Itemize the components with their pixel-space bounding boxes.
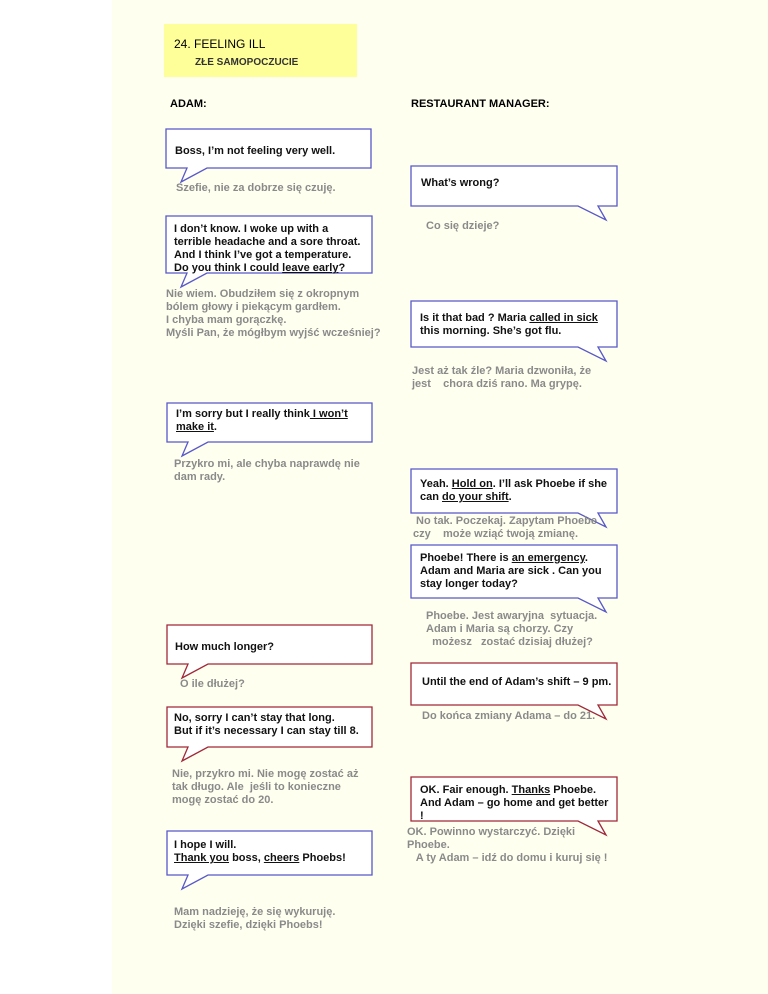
- dialogue-text: [421, 177, 499, 190]
- dialogue-text: [422, 676, 611, 689]
- translation-text: Jest aż tak źle? Maria dzwoniła, że jest chora dziś rano. Ma grypę.: [412, 365, 592, 390]
- dialogue-bubble-adam-3: [166, 402, 373, 442]
- underlined-phrase: I won’t make it: [176, 408, 348, 433]
- dialogue-text: [174, 223, 360, 275]
- dialogue-bubble-manager-6: [410, 776, 618, 821]
- dialogue-text: [420, 478, 607, 504]
- speech-bubble-outline: [410, 165, 618, 226]
- translation-text: Mam nadzieję, że się wykuruję. Dzięki szefie, dzięki Phoebs!: [174, 906, 336, 931]
- translation-text: O ile dłużej?: [180, 678, 245, 690]
- text-segment: Yeah.: [420, 478, 452, 490]
- underlined-phrase: cheers: [263, 852, 300, 864]
- translation-text: Phoebe. Jest awaryjna sytuacja. Adam i Maria są chorzy. Czy możesz zostać dzisiaj dłużej?: [426, 610, 598, 648]
- text-segment: No, sorry I can’t stay that long. But if it’s necessary I can stay till 8.: [174, 712, 359, 737]
- text-segment: this morning. She’s got flu.: [420, 325, 562, 337]
- text-segment: .: [213, 421, 217, 433]
- translation-text: Szefie, nie za dobrze się czuję.: [176, 182, 336, 194]
- translation-text: Co się dzieje?: [426, 220, 500, 232]
- text-segment: boss,: [229, 852, 264, 864]
- dialogue-bubble-manager-2: [410, 300, 618, 347]
- text-segment: Is it that bad ? Maria: [420, 312, 530, 324]
- dialogue-text: [174, 839, 346, 865]
- text-segment: ?: [338, 262, 346, 274]
- speaker-header-adam: ADAM:: [170, 98, 207, 110]
- text-segment: I’m sorry but I really think: [176, 408, 310, 420]
- speech-bubble-outline: [166, 624, 373, 684]
- dialogue-bubble-adam-4: [166, 624, 373, 664]
- underlined-phrase: Thanks: [511, 784, 551, 796]
- lesson-title: 24. FEELING ILL: [174, 37, 266, 51]
- translation-text: Nie, przykro mi. Nie mogę zostać aż tak długo. Ale jeśli to konieczne mogę zostać do 20.: [172, 768, 359, 806]
- dialogue-bubble-manager-3: [410, 468, 618, 513]
- text-segment: I don’t know. I woke up with a terrible headache and a sore throat. And I think I’ve got a temperature. Do you think I could: [174, 223, 361, 274]
- translation-text: No tak. Poczekaj. Zapytam Phoebe czy może wziąć twoją zmianę.: [413, 515, 598, 540]
- dialogue-text: [176, 408, 348, 434]
- dialogue-bubble-adam-2: [165, 215, 373, 273]
- underlined-phrase: do your shift: [442, 491, 509, 503]
- text-segment: What’s wrong?: [421, 177, 500, 189]
- text-segment: Boss, I’m not feeling very well.: [175, 145, 336, 157]
- text-segment: Phoebe! There is: [420, 552, 512, 564]
- lesson-title-box: [164, 24, 357, 77]
- text-segment: Phoebe. And Adam – go home and get better !: [420, 784, 609, 822]
- text-segment: . Adam and Maria are sick . Can you stay longer today?: [420, 552, 602, 590]
- dialogue-bubble-manager-5: [410, 662, 618, 705]
- translation-text: Nie wiem. Obudziłem się z okropnym bólem głowy i piekącym gardłem. I chyba mam gorączkę. Myśli Pan, że mógłbym wyjść wcześniej?: [166, 288, 381, 339]
- text-segment: Until the end of Adam’s shift – 9 pm.: [422, 676, 612, 688]
- dialogue-text: [420, 312, 598, 338]
- dialogue-bubble-manager-1: [410, 165, 618, 206]
- text-segment: Phoebs!: [299, 852, 346, 864]
- underlined-phrase: Thank you: [174, 852, 230, 864]
- speech-bubble-shape: [411, 166, 617, 220]
- dialogue-bubble-manager-4: [410, 544, 618, 598]
- text-segment: I hope I will.: [174, 839, 237, 851]
- dialogue-text: [175, 145, 335, 158]
- speaker-header-manager: RESTAURANT MANAGER:: [411, 98, 550, 110]
- underlined-phrase: called in sick: [529, 312, 598, 324]
- text-segment: How much longer?: [175, 641, 274, 653]
- translation-text: Do końca zmiany Adama – do 21.: [422, 710, 596, 722]
- dialogue-text: [174, 712, 359, 738]
- dialogue-bubble-adam-5: [166, 706, 373, 747]
- text-segment: .: [508, 491, 512, 503]
- underlined-phrase: an emergency: [511, 552, 585, 564]
- lesson-subtitle: ZŁE SAMOPOCZUCIE: [195, 57, 299, 68]
- underlined-phrase: Hold on: [451, 478, 493, 490]
- dialogue-bubble-adam-6: [166, 830, 373, 875]
- text-segment: . I’ll ask Phoebe if she can: [420, 478, 608, 503]
- dialogue-text: [175, 641, 274, 654]
- dialogue-bubble-adam-1: [165, 128, 372, 168]
- underlined-phrase: leave early: [282, 262, 339, 274]
- translation-text: OK. Powinno wystarczyć. Dzięki Phoebe. A ty Adam – idź do domu i kuruj się !: [407, 826, 608, 864]
- speech-bubble-outline: [165, 128, 372, 188]
- translation-text: Przykro mi, ale chyba naprawdę nie dam rady.: [174, 458, 360, 483]
- dialogue-text: [420, 552, 602, 591]
- text-segment: OK. Fair enough.: [420, 784, 512, 796]
- dialogue-text: [420, 784, 608, 823]
